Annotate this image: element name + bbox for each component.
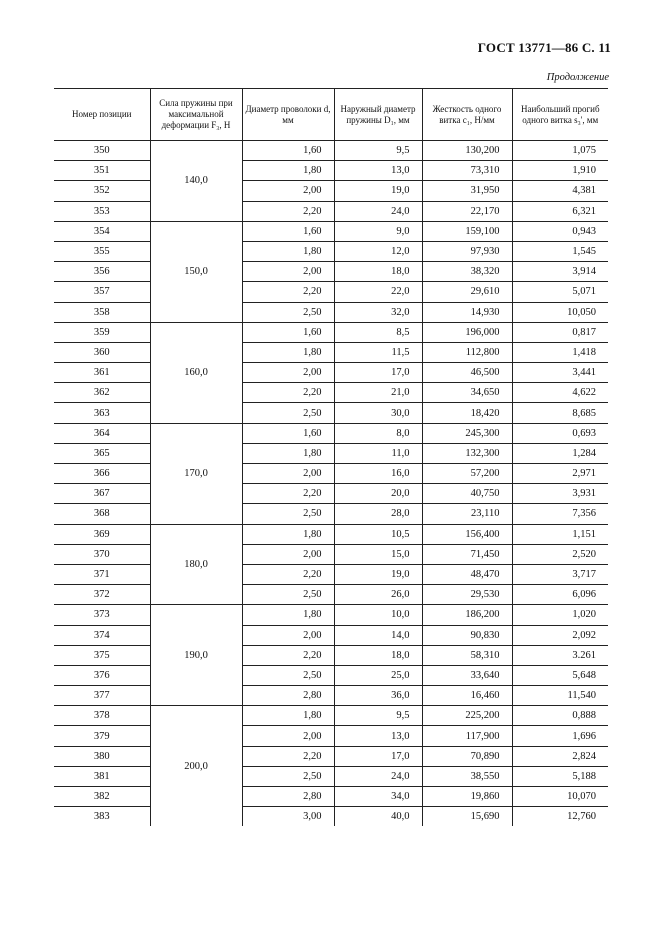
- stiffness-cell: 46,500: [422, 363, 512, 383]
- table-row: [54, 524, 608, 544]
- outer-diameter-cell: 24,0: [334, 201, 422, 221]
- stiffness-cell: 58,310: [422, 645, 512, 665]
- outer-diameter-cell: 28,0: [334, 504, 422, 524]
- max-deflection-cell: 1,075: [512, 141, 608, 161]
- table-row: [54, 766, 608, 786]
- col-header-wire-diameter: Диаметр проволоки d, мм: [242, 89, 334, 141]
- stiffness-cell: 16,460: [422, 686, 512, 706]
- max-deflection-cell: 0,817: [512, 322, 608, 342]
- outer-diameter-cell: 18,0: [334, 262, 422, 282]
- stiffness-cell: 112,800: [422, 342, 512, 362]
- outer-diameter-cell: 19,0: [334, 181, 422, 201]
- stiffness-cell: 130,200: [422, 141, 512, 161]
- wire-diameter-cell: 2,20: [242, 383, 334, 403]
- position-cell: 360: [54, 342, 150, 362]
- table-row: [54, 423, 608, 443]
- position-cell: 372: [54, 585, 150, 605]
- continued-label: Продолжение: [546, 72, 609, 83]
- col-header-position: Номер позиции: [54, 89, 150, 141]
- position-cell: 367: [54, 484, 150, 504]
- stiffness-cell: 57,200: [422, 464, 512, 484]
- position-cell: 383: [54, 807, 150, 827]
- stiffness-cell: 38,320: [422, 262, 512, 282]
- position-cell: 357: [54, 282, 150, 302]
- table-row: [54, 464, 608, 484]
- outer-diameter-cell: 9,5: [334, 706, 422, 726]
- wire-diameter-cell: 2,00: [242, 363, 334, 383]
- stiffness-cell: 18,420: [422, 403, 512, 423]
- table-row: [54, 383, 608, 403]
- table-row: [54, 443, 608, 463]
- wire-diameter-cell: 2,50: [242, 766, 334, 786]
- table-row: [54, 282, 608, 302]
- wire-diameter-cell: 2,00: [242, 181, 334, 201]
- wire-diameter-cell: 1,60: [242, 423, 334, 443]
- max-deflection-cell: 0,888: [512, 706, 608, 726]
- outer-diameter-cell: 8,0: [334, 423, 422, 443]
- max-deflection-cell: 11,540: [512, 686, 608, 706]
- position-cell: 354: [54, 221, 150, 241]
- outer-diameter-cell: 24,0: [334, 766, 422, 786]
- table-row: [54, 161, 608, 181]
- wire-diameter-cell: 2,50: [242, 504, 334, 524]
- table-row: [54, 241, 608, 261]
- force-cell: 160,0: [150, 322, 242, 423]
- max-deflection-cell: 2,824: [512, 746, 608, 766]
- max-deflection-cell: 2,520: [512, 544, 608, 564]
- max-deflection-cell: 1,418: [512, 342, 608, 362]
- stiffness-cell: 117,900: [422, 726, 512, 746]
- force-cell: 190,0: [150, 605, 242, 706]
- outer-diameter-cell: 19,0: [334, 564, 422, 584]
- position-cell: 351: [54, 161, 150, 181]
- outer-diameter-cell: 11,5: [334, 342, 422, 362]
- wire-diameter-cell: 2,20: [242, 564, 334, 584]
- table-row: [54, 645, 608, 665]
- table-header-row: [54, 89, 608, 141]
- max-deflection-cell: 1,545: [512, 241, 608, 261]
- force-cell: 140,0: [150, 141, 242, 222]
- stiffness-cell: 71,450: [422, 544, 512, 564]
- max-deflection-cell: 2,971: [512, 464, 608, 484]
- table-row: [54, 403, 608, 423]
- outer-diameter-cell: 40,0: [334, 807, 422, 827]
- wire-diameter-cell: 2,20: [242, 645, 334, 665]
- col-header-outer-diameter: Наружный диаметр пружины D₁, мм: [334, 89, 422, 141]
- max-deflection-cell: 5,188: [512, 766, 608, 786]
- position-cell: 364: [54, 423, 150, 443]
- table-row: [54, 201, 608, 221]
- max-deflection-cell: 10,050: [512, 302, 608, 322]
- stiffness-cell: 15,690: [422, 807, 512, 827]
- stiffness-cell: 48,470: [422, 564, 512, 584]
- table-row: [54, 342, 608, 362]
- outer-diameter-cell: 16,0: [334, 464, 422, 484]
- wire-diameter-cell: 2,20: [242, 484, 334, 504]
- stiffness-cell: 33,640: [422, 665, 512, 685]
- table-row: [54, 262, 608, 282]
- position-cell: 366: [54, 464, 150, 484]
- stiffness-cell: 132,300: [422, 443, 512, 463]
- position-cell: 356: [54, 262, 150, 282]
- wire-diameter-cell: 2,50: [242, 585, 334, 605]
- position-cell: 363: [54, 403, 150, 423]
- outer-diameter-cell: 14,0: [334, 625, 422, 645]
- max-deflection-cell: 2,092: [512, 625, 608, 645]
- table-row: [54, 141, 608, 161]
- stiffness-cell: 19,860: [422, 787, 512, 807]
- wire-diameter-cell: 1,60: [242, 221, 334, 241]
- wire-diameter-cell: 3,00: [242, 807, 334, 827]
- outer-diameter-cell: 10,5: [334, 524, 422, 544]
- max-deflection-cell: 1,151: [512, 524, 608, 544]
- stiffness-cell: 23,110: [422, 504, 512, 524]
- position-cell: 381: [54, 766, 150, 786]
- stiffness-cell: 186,200: [422, 605, 512, 625]
- wire-diameter-cell: 2,50: [242, 665, 334, 685]
- outer-diameter-cell: 30,0: [334, 403, 422, 423]
- col-header-max-deflection: Наибольший прогиб одного витка s₃', мм: [512, 89, 608, 141]
- table-row: [54, 787, 608, 807]
- spring-spec-table: [54, 88, 608, 826]
- max-deflection-cell: 0,943: [512, 221, 608, 241]
- stiffness-cell: 245,300: [422, 423, 512, 443]
- outer-diameter-cell: 17,0: [334, 363, 422, 383]
- stiffness-cell: 34,650: [422, 383, 512, 403]
- outer-diameter-cell: 17,0: [334, 746, 422, 766]
- stiffness-cell: 31,950: [422, 181, 512, 201]
- stiffness-cell: 196,000: [422, 322, 512, 342]
- position-cell: 379: [54, 726, 150, 746]
- max-deflection-cell: 3,914: [512, 262, 608, 282]
- wire-diameter-cell: 2,50: [242, 403, 334, 423]
- wire-diameter-cell: 2,00: [242, 262, 334, 282]
- table-row: [54, 564, 608, 584]
- table-row: [54, 484, 608, 504]
- position-cell: 365: [54, 443, 150, 463]
- table-row: [54, 221, 608, 241]
- max-deflection-cell: 3,931: [512, 484, 608, 504]
- table-row: [54, 504, 608, 524]
- position-cell: 370: [54, 544, 150, 564]
- position-cell: 369: [54, 524, 150, 544]
- wire-diameter-cell: 1,80: [242, 605, 334, 625]
- stiffness-cell: 29,530: [422, 585, 512, 605]
- outer-diameter-cell: 36,0: [334, 686, 422, 706]
- position-cell: 373: [54, 605, 150, 625]
- outer-diameter-cell: 26,0: [334, 585, 422, 605]
- wire-diameter-cell: 2,00: [242, 726, 334, 746]
- table-row: [54, 726, 608, 746]
- outer-diameter-cell: 13,0: [334, 161, 422, 181]
- max-deflection-cell: 3,717: [512, 564, 608, 584]
- stiffness-cell: 156,400: [422, 524, 512, 544]
- max-deflection-cell: 3,441: [512, 363, 608, 383]
- stiffness-cell: 159,100: [422, 221, 512, 241]
- max-deflection-cell: 12,760: [512, 807, 608, 827]
- max-deflection-cell: 5,648: [512, 665, 608, 685]
- outer-diameter-cell: 9,5: [334, 141, 422, 161]
- stiffness-cell: 38,550: [422, 766, 512, 786]
- position-cell: 355: [54, 241, 150, 261]
- table-row: [54, 585, 608, 605]
- position-cell: 375: [54, 645, 150, 665]
- max-deflection-cell: 7,356: [512, 504, 608, 524]
- stiffness-cell: 70,890: [422, 746, 512, 766]
- table-row: [54, 665, 608, 685]
- wire-diameter-cell: 1,80: [242, 443, 334, 463]
- outer-diameter-cell: 20,0: [334, 484, 422, 504]
- stiffness-cell: 97,930: [422, 241, 512, 261]
- stiffness-cell: 225,200: [422, 706, 512, 726]
- table-row: [54, 605, 608, 625]
- max-deflection-cell: 0,693: [512, 423, 608, 443]
- wire-diameter-cell: 1,80: [242, 706, 334, 726]
- table-row: [54, 363, 608, 383]
- outer-diameter-cell: 15,0: [334, 544, 422, 564]
- wire-diameter-cell: 2,50: [242, 302, 334, 322]
- position-cell: 358: [54, 302, 150, 322]
- position-cell: 382: [54, 787, 150, 807]
- outer-diameter-cell: 32,0: [334, 302, 422, 322]
- max-deflection-cell: 4,381: [512, 181, 608, 201]
- position-cell: 361: [54, 363, 150, 383]
- position-cell: 377: [54, 686, 150, 706]
- outer-diameter-cell: 10,0: [334, 605, 422, 625]
- max-deflection-cell: 8,685: [512, 403, 608, 423]
- stiffness-cell: 29,610: [422, 282, 512, 302]
- position-cell: 362: [54, 383, 150, 403]
- outer-diameter-cell: 9,0: [334, 221, 422, 241]
- stiffness-cell: 90,830: [422, 625, 512, 645]
- wire-diameter-cell: 2,80: [242, 787, 334, 807]
- table-row: [54, 181, 608, 201]
- wire-diameter-cell: 1,60: [242, 141, 334, 161]
- wire-diameter-cell: 2,00: [242, 625, 334, 645]
- wire-diameter-cell: 2,20: [242, 282, 334, 302]
- outer-diameter-cell: 13,0: [334, 726, 422, 746]
- position-cell: 380: [54, 746, 150, 766]
- max-deflection-cell: 1,284: [512, 443, 608, 463]
- max-deflection-cell: 1,910: [512, 161, 608, 181]
- max-deflection-cell: 3.261: [512, 645, 608, 665]
- table-row: [54, 322, 608, 342]
- table-row: [54, 807, 608, 827]
- position-cell: 352: [54, 181, 150, 201]
- stiffness-cell: 40,750: [422, 484, 512, 504]
- position-cell: 368: [54, 504, 150, 524]
- wire-diameter-cell: 2,20: [242, 746, 334, 766]
- position-cell: 371: [54, 564, 150, 584]
- col-header-force: Сила пружины при максимальной деформации F₃, Н: [150, 89, 242, 141]
- wire-diameter-cell: 2,20: [242, 201, 334, 221]
- outer-diameter-cell: 21,0: [334, 383, 422, 403]
- stiffness-cell: 22,170: [422, 201, 512, 221]
- max-deflection-cell: 4,622: [512, 383, 608, 403]
- document-header: ГОСТ 13771—86 С. 11: [477, 40, 611, 55]
- wire-diameter-cell: 2,80: [242, 686, 334, 706]
- position-cell: 376: [54, 665, 150, 685]
- outer-diameter-cell: 18,0: [334, 645, 422, 665]
- force-cell: 170,0: [150, 423, 242, 524]
- outer-diameter-cell: 11,0: [334, 443, 422, 463]
- table-row: [54, 302, 608, 322]
- table-row: [54, 625, 608, 645]
- stiffness-cell: 73,310: [422, 161, 512, 181]
- wire-diameter-cell: 1,80: [242, 342, 334, 362]
- force-cell: 180,0: [150, 524, 242, 605]
- outer-diameter-cell: 34,0: [334, 787, 422, 807]
- position-cell: 378: [54, 706, 150, 726]
- max-deflection-cell: 5,071: [512, 282, 608, 302]
- position-cell: 374: [54, 625, 150, 645]
- table-row: [54, 746, 608, 766]
- wire-diameter-cell: 2,00: [242, 464, 334, 484]
- force-cell: 200,0: [150, 706, 242, 827]
- position-cell: 350: [54, 141, 150, 161]
- wire-diameter-cell: 1,60: [242, 322, 334, 342]
- outer-diameter-cell: 12,0: [334, 241, 422, 261]
- table-row: [54, 706, 608, 726]
- max-deflection-cell: 1,020: [512, 605, 608, 625]
- max-deflection-cell: 6,321: [512, 201, 608, 221]
- table-row: [54, 544, 608, 564]
- outer-diameter-cell: 22,0: [334, 282, 422, 302]
- position-cell: 359: [54, 322, 150, 342]
- table-row: [54, 686, 608, 706]
- col-header-stiffness: Жесткость одного витка c₁, Н/мм: [422, 89, 512, 141]
- max-deflection-cell: 6,096: [512, 585, 608, 605]
- stiffness-cell: 14,930: [422, 302, 512, 322]
- outer-diameter-cell: 25,0: [334, 665, 422, 685]
- force-cell: 150,0: [150, 221, 242, 322]
- wire-diameter-cell: 2,00: [242, 544, 334, 564]
- wire-diameter-cell: 1,80: [242, 241, 334, 261]
- max-deflection-cell: 10,070: [512, 787, 608, 807]
- table-body: [54, 141, 608, 827]
- position-cell: 353: [54, 201, 150, 221]
- wire-diameter-cell: 1,80: [242, 524, 334, 544]
- wire-diameter-cell: 1,80: [242, 161, 334, 181]
- outer-diameter-cell: 8,5: [334, 322, 422, 342]
- max-deflection-cell: 1,696: [512, 726, 608, 746]
